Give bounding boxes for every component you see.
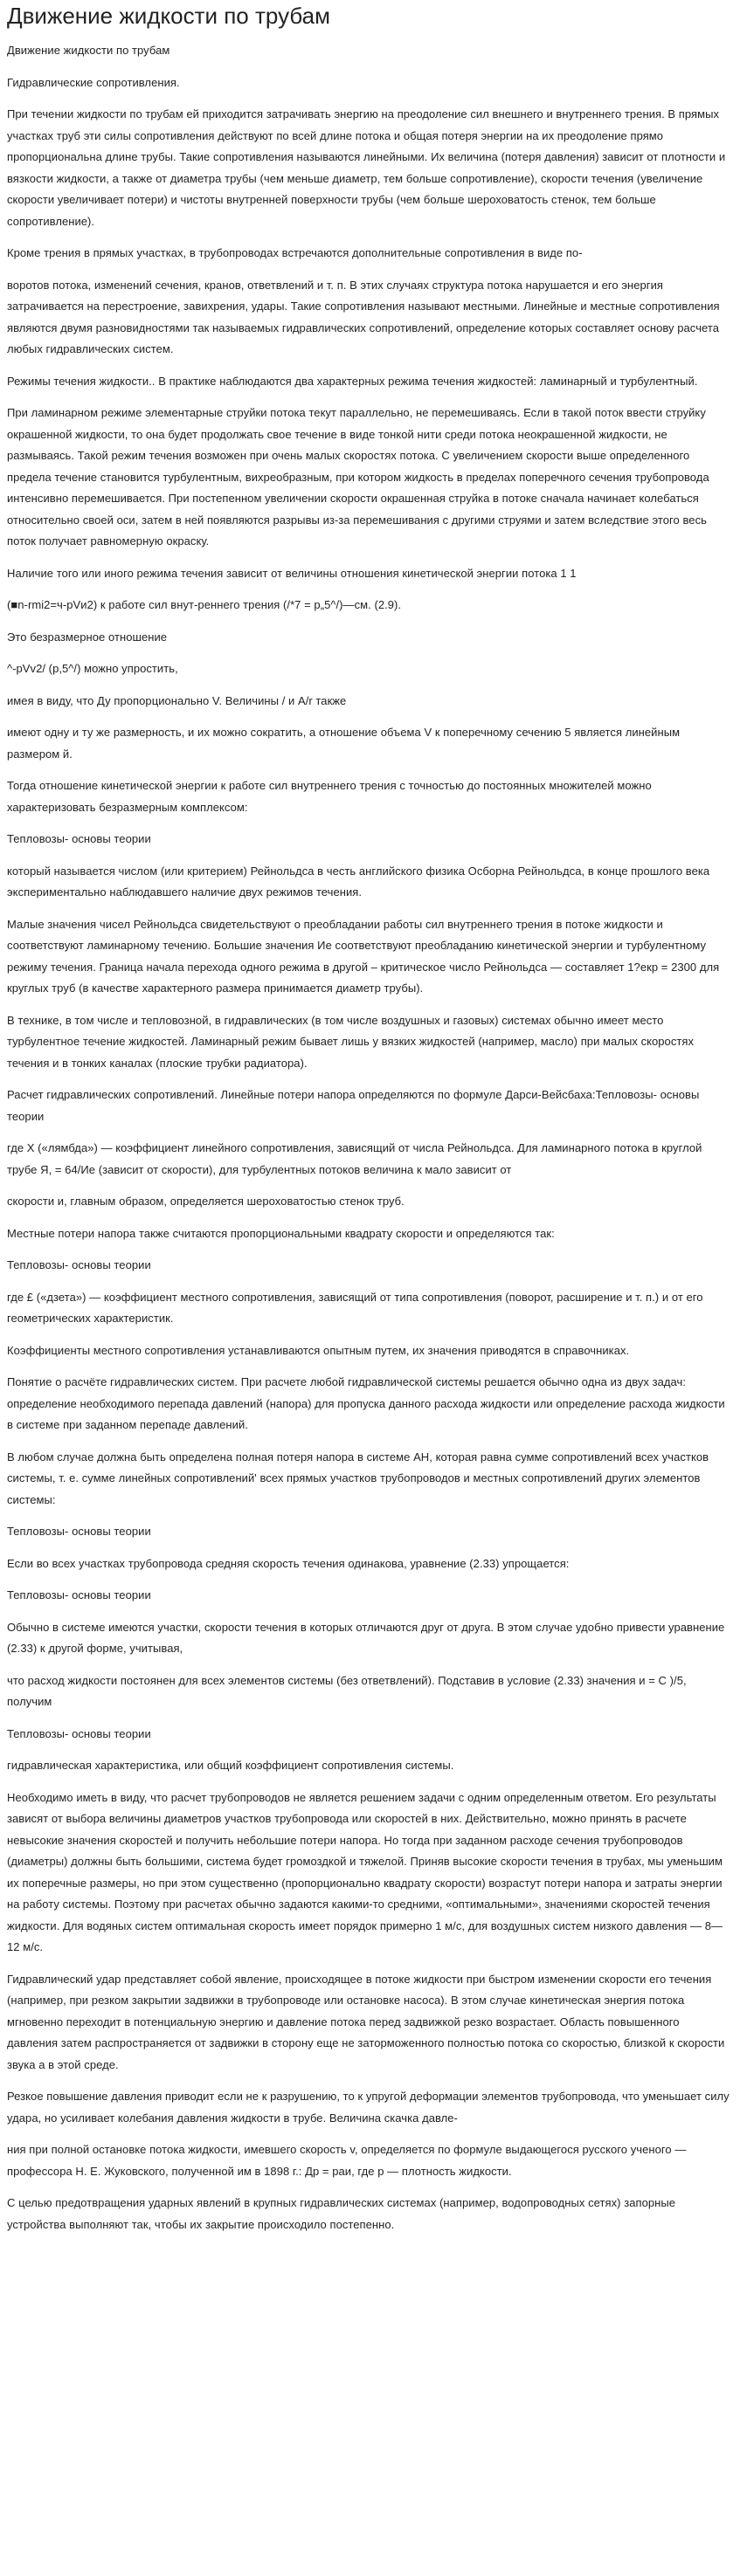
paragraph: Гидравлические сопротивления. [7, 75, 180, 89]
paragraph: Необходимо иметь в виду, что расчет трубопроводов не является решением задачи с одним определенным ответом. Его результаты зависят от выбора величины диаметров участков трубопровода или скоростей в них. Действительно, можно принять в расчете невысокие значения скоростей и получить небольшие потери напора. Но тогда при заданном расходе сечения трубопроводов (диаметры) должны быть большими, система будет громоздкой и тяжелой. Приняв высокие скорости течения в трубах, мы уменьшим их поперечные размеры, но при этом существенно (пропорционально квадрату скорости) возрастут потери напора и затраты энергии на работу системы. Поэтому при расчетах обычно задаются какими-то средними, «оптимальными», значениями скоростей течения жидкости. Для водяных систем оптимальная скорость имеет порядок примерно 1 м/с, для воздушных систем низкого давления — 8—12 м/с. [7, 1790, 723, 1953]
paragraph: ^-pVv2/ (р,5^/) можно упростить, [7, 662, 178, 675]
paragraph: Наличие того или иного режима течения зависит от величины отношения кинетической энергии потока 1 1 [7, 566, 577, 580]
paragraph: который называется числом (или критерием) Рейнольдса в честь английского физика Осборна Рейнольдса, в конце прошлого века экспериментально наблюдавшего наличие двух режимов течения. [7, 864, 710, 899]
paragraph: Тогда отношение кинетической энергии к работе сил внутреннего трения с точностью до постоянных множителей можно характеризовать безразмерным комплексом: [7, 779, 652, 814]
paragraph: При течении жидкости по трубам ей приходится затрачивать энергию на преодоление сил внешнего и внутреннего трения. В прямых участках труб эти силы сопротивления действуют по всей длине потока и общая потеря энергии на их преодоление прямо пропорциональна длине трубы. Такие сопротивления называются линейными. Их величина (потеря давления) зависит от плотности и вязкости жидкости, а также от диаметра трубы (чем меньше диаметр, тем больше сопротивление), скорости течения (увеличение скорости увеличивает потери) и чистоты внутренней поверхности трубы (чем больше шероховатость стенок, тем больше сопротивление). [7, 107, 726, 228]
paragraph: (■n-rmi2=ч-pVи2) к работе сил внут-реннего трения (/*7 = р„5^/)—см. (2.9). [7, 598, 402, 611]
paragraph: Движение жидкости по трубам [7, 44, 170, 57]
paragraph: Местные потери напора также считаются пропорциональными квадрату скорости и определяются так: [7, 1226, 555, 1240]
paragraph: Режимы течения жидкости.. В практике наблюдаются два характерных режима течения жидкостей: ламинарный и турбулентный. [7, 374, 698, 388]
paragraph: Тепловозы- основы теории [7, 1525, 151, 1538]
paragraph: С целью предотвращения ударных явлений в крупных гидравлических системах (например, водопроводных сетях) запорные устройства выполняют так, чтобы их закрытие происходило постепенно. [7, 2196, 676, 2231]
paragraph: Кроме трения в прямых участках, в трубопроводах встречаются дополнительные сопротивления в виде по- [7, 246, 583, 259]
paragraph: В любом случае должна быть определена полная потеря напора в системе АН, которая равна сумме сопротивлений всех участков системы, т. е. сумме линейных сопротивлений' всех прямых участков трубопроводов и местных сопротивлений других элементов системы: [7, 1450, 709, 1506]
paragraph: где X («лямбда») — коэффициент линейного сопротивления, зависящий от числа Рейнольдса. Для ламинарного потока в круглой трубе Я, = 64/Ие (зависит от скорости), для турбулентных потоков величина к мало зависит от [7, 1141, 702, 1176]
paragraph: Резкое повышение давления приводит если не к разрушению, то к упругой деформации элементов трубопровода, что уменьшает силу удара, но усиливает колебания давления жидкости в трубе. Величина скачка давле- [7, 2090, 730, 2125]
paragraph: скорости и, главным образом, определяется шероховатостью стенок труб. [7, 1195, 405, 1208]
paragraph: Гидравлический удар представляет собой явление, происходящее в потоке жидкости при быстром изменении скорости его течения (например, при резком закрытии задвижки в трубопроводе или остановке насоса). В этом случае кинетическая энергия потока мгновенно переходит в потенциальную энергию и давление потока перед задвижкой резко возрастает. Область повышенного давления затем распространяется от задвижки в сторону еще не заторможенного полностью потока со скоростью, близкой к скорости звука а в этой среде. [7, 1972, 725, 2071]
paragraph: Обычно в системе имеются участки, скорости течения в которых отличаются друг от друга. В этом случае удобно привести уравнение (2.33) к другой форме, учитывая, [7, 1620, 725, 1655]
paragraph: воротов потока, изменений сечения, кранов, ответвлений и т. п. В этих случаях структура потока нарушается и его энергия затрачивается на перестроение, завихрения, удары. Такие сопротивления называют местными. Линейные и местные сопротивления являются двумя разновидностями так называемых гидравлических сопротивлений, определение которых составляет основу расчета любых гидравлических систем. [7, 278, 720, 355]
paragraph: Тепловозы- основы теории [7, 832, 151, 845]
paragraph: Это безразмерное отношение [7, 630, 168, 644]
paragraph: имея в виду, что Ду пропорционально V. Величины / и A/r также [7, 693, 347, 707]
paragraph: где £ («дзета») — коэффициент местного сопротивления, зависящий от типа сопротивления (поворот, расширение и т. п.) и от его геометрических характеристик. [7, 1290, 703, 1325]
paragraph: имеют одну и ту же размерность, и их можно сократить, а отношение объема V к поперечному сечению 5 является линейным размером й. [7, 726, 681, 761]
paragraph: В технике, в том числе и тепловозной, в гидравлических (в том числе воздушных и газовых) системах обычно имеет место турбулентное течение жидкостей. Ламинарный режим бывает лишь у вязких жидкостей (например, масло) при малых скоростях течения и в тонких каналах (плоские трубки радиатора). [7, 1013, 695, 1070]
paragraph: ния при полной остановке потока жидкости, имевшего скорость v, определяется по формуле выдающегося русского ученого — профессора Н. Е. Жуковского, полученной им в 1898 г.: Др = раи, где р — плотность жидкости. [7, 2143, 687, 2178]
paragraph: Тепловозы- основы теории [7, 1588, 151, 1601]
paragraph: При ламинарном режиме элементарные струйки потока текут параллельно, не перемешиваясь. Если в такой поток ввести струйку окрашенной жидкости, то она будет продолжать свое течение в виде тонкой нити среди потока неокрашенной жидкости, не размываясь. Такой режим течения возможен при очень малых скоростях потока. С увеличением скорости выше определенного предела течение становится турбулентным, вихреобразным, при котором жидкость в пределах поперечного сечения трубопровода интенсивно перемешивается. При постепенном увеличении скорости окрашенная струйка в потоке сначала начинает колебаться относительно своей оси, затем в ней появляются разрывы из-за перемешивания с другими струями и затем вследствие этого весь поток получает равномерную окраску. [7, 406, 709, 548]
paragraph: Коэффициенты местного сопротивления устанавливаются опытным путем, их значения приводятся в справочниках. [7, 1343, 630, 1357]
paragraph: гидравлическая характеристика, или общий коэффициент сопротивления системы. [7, 1759, 454, 1772]
paragraph: Тепловозы- основы теории [7, 1258, 151, 1271]
paragraph: Малые значения чисел Рейнольдса свидетельствуют о преобладании работы сил внутреннего трения в потоке жидкости и соответствуют ламинарному течению. Большие значения Ие соответствуют преобладанию кинетической энергии и турбулентному режиму течения. Граница начала перехода одного режима в другой – критическое число Рейнольдса — составляет 1?екр = 2300 для круглых труб (в качестве характерного размера принимается диаметр трубы). [7, 917, 720, 995]
paragraph: Понятие о расчёте гидравлических систем. При расчете любой гидравлической системы решается обычно одна из двух задач: определение необходимого перепада давлений (напора) для пропуска данного расхода жидкости или определение расхода жидкости в системе при заданном перепаде давлений. [7, 1375, 725, 1431]
article-body [7, 40, 733, 2235]
paragraph: Тепловозы- основы теории [7, 1726, 151, 1740]
page-title: Движение жидкости по трубам [7, 3, 330, 29]
paragraph: Расчет гидравлических сопротивлений. Линейные потери напора определяются по формуле Дарси-Вейсбаха:Тепловозы- основы теории [7, 1088, 700, 1123]
paragraph: Если во всех участках трубопровода средняя скорость течения одинакова, уравнение (2.33) упрощается: [7, 1556, 570, 1570]
paragraph: что расход жидкости постоянен для всех элементов системы (без ответвлений). Подставив в условие (2.33) значения и = С )/5, получим [7, 1673, 687, 1708]
